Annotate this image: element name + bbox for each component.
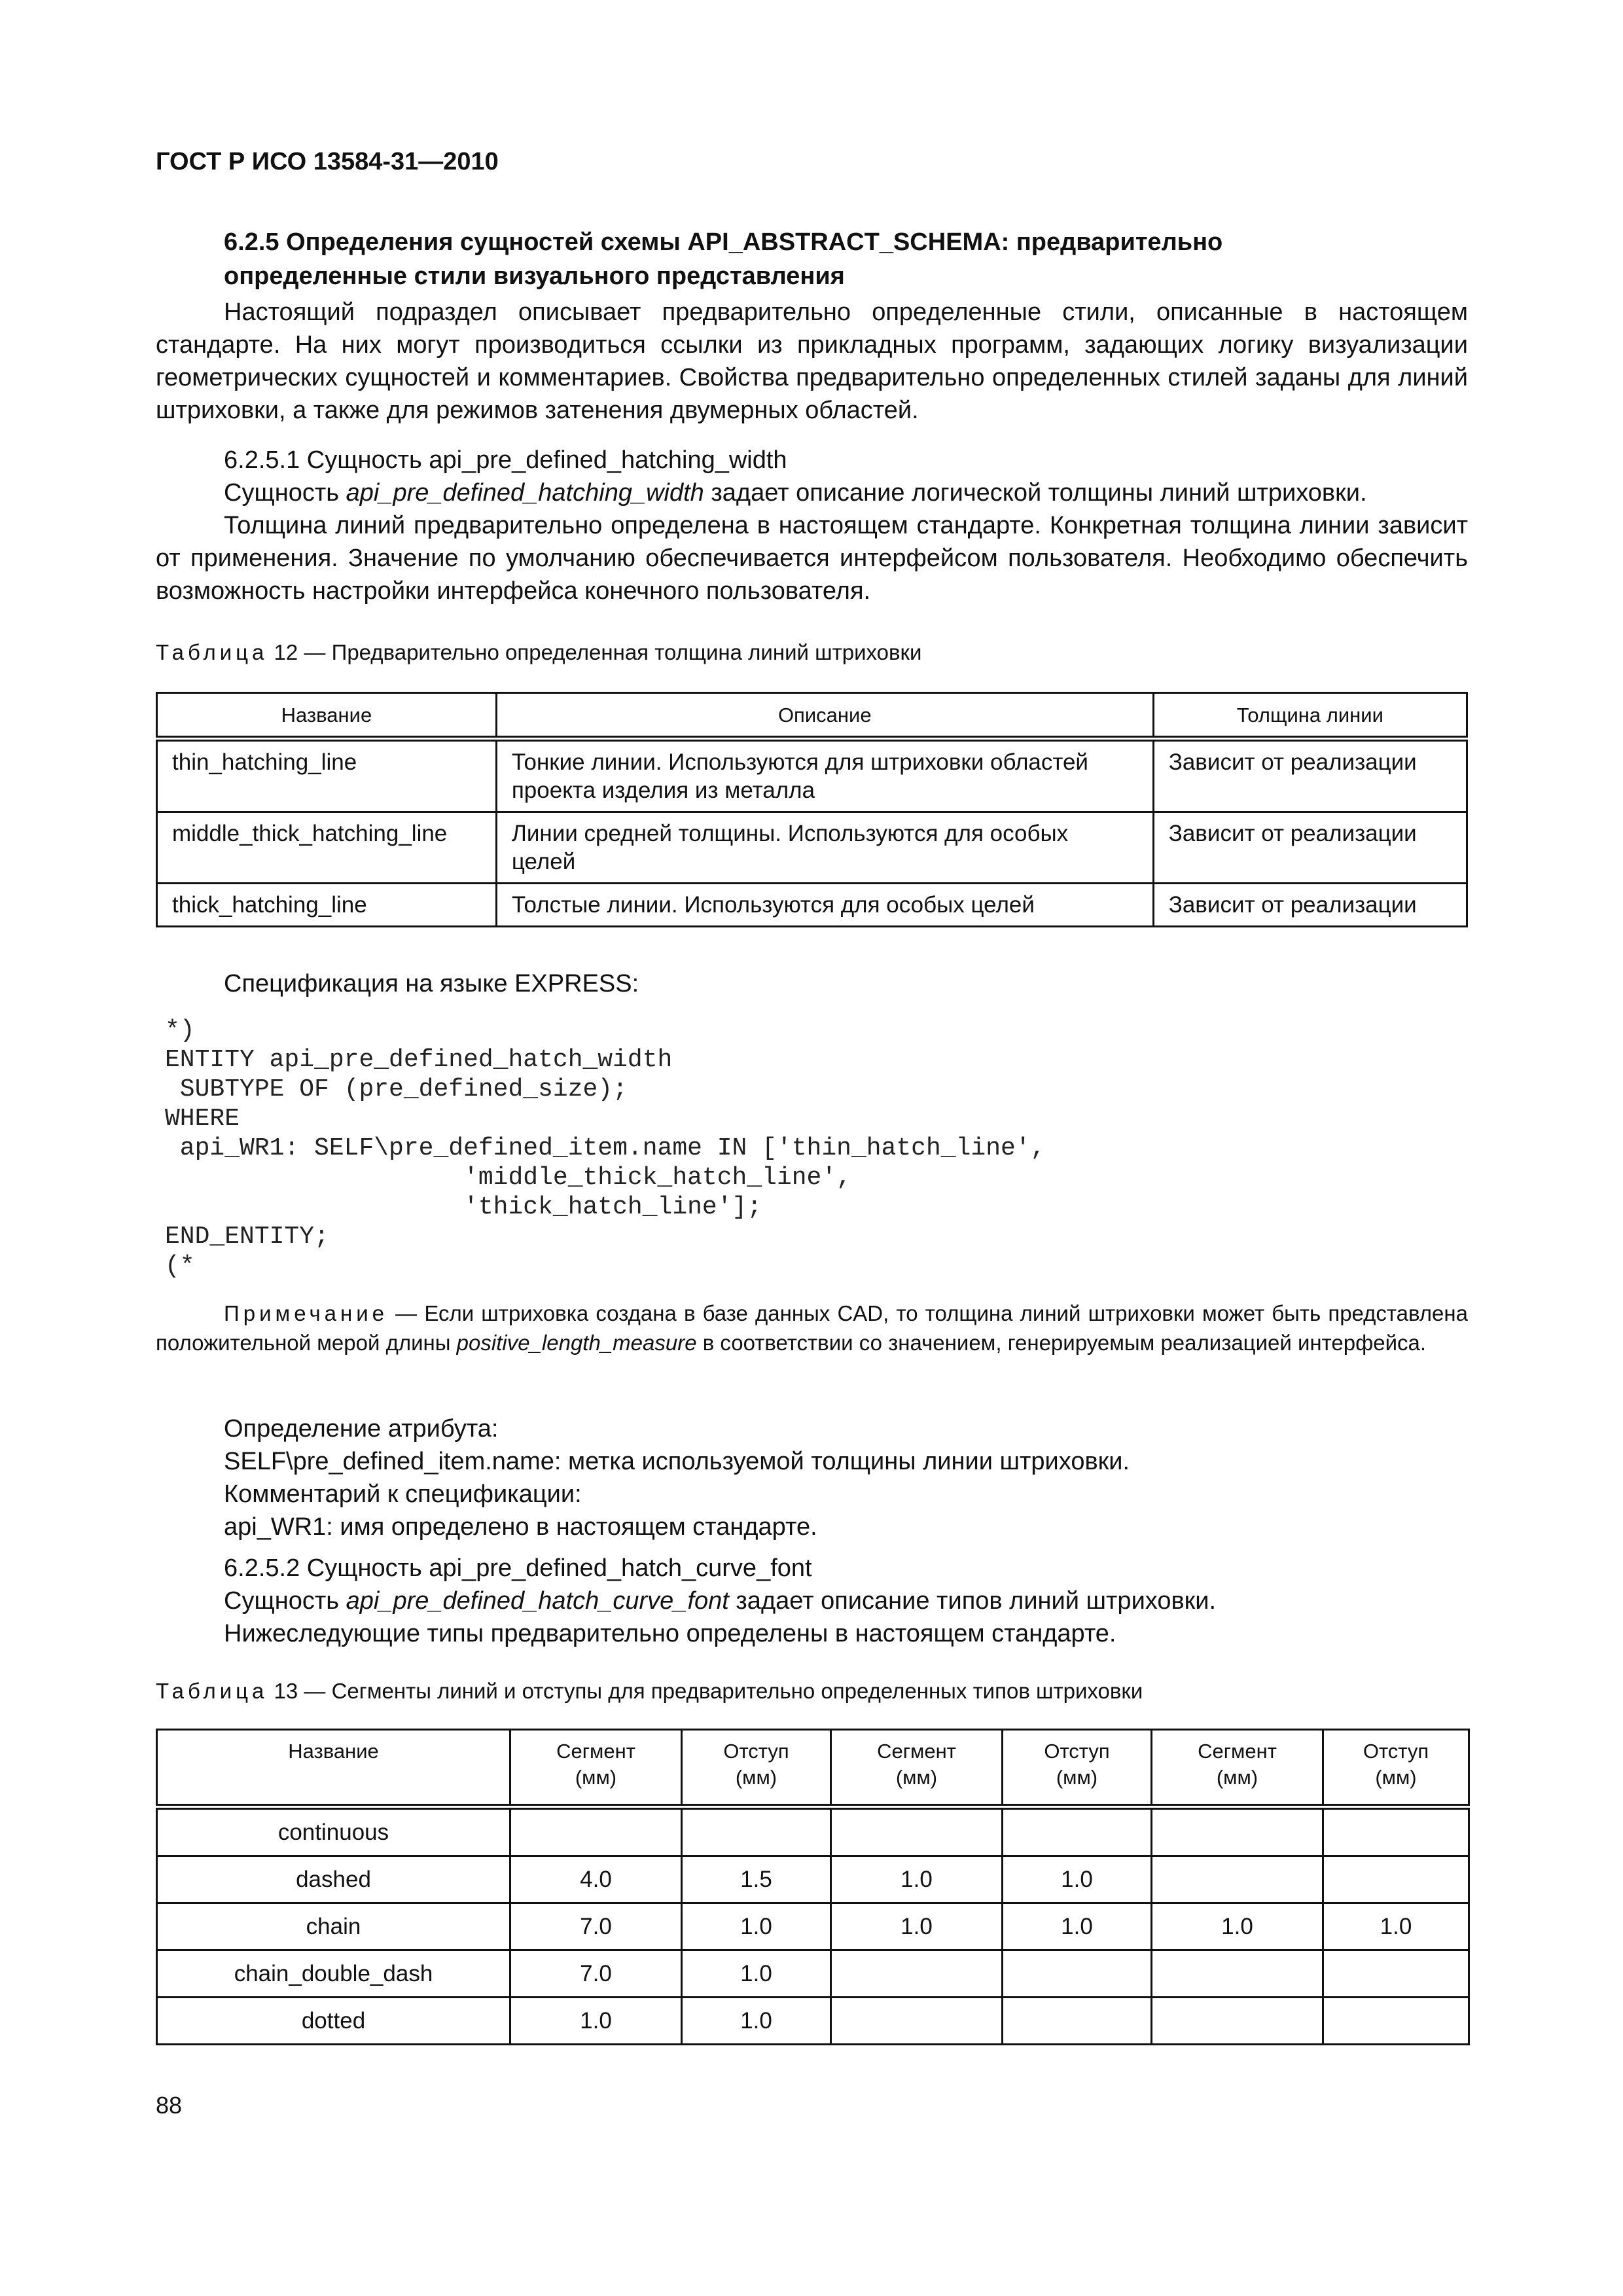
table-cell: Толстые линии. Используются для особых целей <box>496 884 1153 927</box>
subsection-2-title: 6.2.5.2 Сущность api_pre_defined_hatch_curve_font <box>224 1554 812 1582</box>
header-line: Сегмент <box>877 1740 956 1763</box>
entity-name: api_pre_defined_hatch_curve_font <box>346 1587 729 1615</box>
table-cell <box>1152 1807 1323 1856</box>
header-line: Отступ <box>1363 1740 1429 1763</box>
table-cell <box>1152 1856 1323 1903</box>
table-row <box>157 739 1467 812</box>
table-cell <box>831 1950 1003 1998</box>
spec-comment-text: api_WR1: имя определено в настоящем стандарте. <box>224 1513 817 1541</box>
table-13 <box>156 1729 1470 2045</box>
subsection-1-paragraph <box>156 509 1468 607</box>
table-cell: 1.0 <box>1323 1903 1469 1950</box>
subsection-2-paragraph: Нижеследующие типы предварительно определены в настоящем стандарте. <box>224 1620 1116 1647</box>
table-cell: 1.0 <box>682 1998 831 2045</box>
table-13-header-cell <box>831 1730 1003 1807</box>
table-cell <box>1323 1950 1469 1998</box>
table-row <box>157 1807 1469 1856</box>
table-cell: thick_hatching_line <box>157 884 497 927</box>
table-13-header-cell <box>157 1730 510 1807</box>
table-cell: dashed <box>157 1856 510 1903</box>
table-cell: 1.0 <box>1152 1903 1323 1950</box>
express-code: *) ENTITY api_pre_defined_hatch_width SUBTYPE OF (pre_defined_size); WHERE api_WR1: SELF\pre_defined_item.name IN ['thin_hatch_line', 'middle_thick_hatch_line', 'thick_hatch_line']; END_ENTITY; (* <box>165 1016 1046 1280</box>
header-unit: (мм) <box>1216 1766 1258 1789</box>
table-cell: 7.0 <box>510 1950 682 1998</box>
header-line: Сегмент <box>556 1740 635 1763</box>
table-cell <box>1152 1950 1323 1998</box>
table-13-header-cell <box>1152 1730 1323 1807</box>
table-row <box>157 1856 1469 1903</box>
section-title-line-2: определенные стили визуального представления <box>224 262 845 290</box>
note <box>156 1299 1468 1357</box>
table-12-caption-text: 12 — Предварительно определенная толщина линий штриховки <box>268 640 922 664</box>
note-text: — Если штриховка создана в базе данных CAD, то толщина линий штриховки может быть представлена положительной мерой длины <box>156 1301 1468 1355</box>
table-cell: 1.0 <box>1003 1856 1152 1903</box>
table-cell: dotted <box>157 1998 510 2045</box>
table-cell <box>510 1807 682 1856</box>
section-title-line-1: 6.2.5 Определения сущностей схемы API_ABSTRACT_SCHEMA: предварительно <box>224 228 1223 256</box>
table-13-caption-text: 13 — Сегменты линий и отступы для предварительно определенных типов штриховки <box>268 1679 1143 1703</box>
table-12-header-cell: Толщина линии <box>1153 693 1467 739</box>
header-unit: (мм) <box>1056 1766 1098 1789</box>
table-13-header-cell <box>1003 1730 1152 1807</box>
entity-name: api_pre_defined_hatching_width <box>346 479 704 507</box>
header-unit: (мм) <box>895 1766 938 1789</box>
table-13-caption <box>156 1679 1143 1704</box>
table-cell <box>1323 1856 1469 1903</box>
table-row <box>157 884 1467 927</box>
entity-suffix: задает описание типов линий штриховки. <box>728 1587 1217 1615</box>
table-cell: continuous <box>157 1807 510 1856</box>
header-unit: (мм) <box>735 1766 777 1789</box>
table-cell: 1.0 <box>831 1903 1003 1950</box>
header-line: Сегмент <box>1198 1740 1277 1763</box>
table-cell: 1.0 <box>1003 1903 1152 1950</box>
header-unit: (мм) <box>1375 1766 1417 1789</box>
subsection-1-title: 6.2.5.1 Сущность api_pre_defined_hatching_width <box>224 446 787 474</box>
table-cell: Зависит от реализации <box>1153 739 1467 812</box>
table-cell <box>1003 1950 1152 1998</box>
table-cell <box>1152 1998 1323 2045</box>
table-13-caption-word: Таблица <box>156 1679 268 1703</box>
table-cell: middle_thick_hatching_line <box>157 812 497 884</box>
page-number: 88 <box>156 2092 183 2119</box>
header-line: Название <box>288 1740 379 1763</box>
table-cell: Зависит от реализации <box>1153 884 1467 927</box>
header-line: Отступ <box>723 1740 789 1763</box>
attribute-definition-title: Определение атрибута: <box>224 1415 499 1443</box>
document-header: ГОСТ Р ИСО 13584-31—2010 <box>156 148 499 175</box>
attribute-definition-text: SELF\pre_defined_item.name: метка используемой толщины линии штриховки. <box>224 1448 1130 1475</box>
subsection-1-text: Толщина линий предварительно определена в настоящем стандарте. Конкретная толщина линии зависит от применения. Значение по умолчанию обеспечивается интерфейсом пользователя. Необходимо обеспечить возможность настройки интерфейса конечного пользователя. <box>156 512 1468 605</box>
table-cell: Линии средней толщины. Используются для особых целей <box>496 812 1153 884</box>
note-text: в соответствии со значением, генерируемым реализацией интерфейса. <box>696 1331 1427 1355</box>
section-title <box>224 225 1467 293</box>
table-cell <box>1003 1998 1152 2045</box>
entity-suffix: задает описание логической толщины линий штриховки. <box>704 479 1367 507</box>
table-cell <box>831 1807 1003 1856</box>
spec-comment-title: Комментарий к спецификации: <box>224 1480 582 1508</box>
header-unit: (мм) <box>575 1766 617 1789</box>
note-term: positive_length_measure <box>456 1331 697 1355</box>
table-cell: Зависит от реализации <box>1153 812 1467 884</box>
table-cell: 7.0 <box>510 1903 682 1950</box>
table-cell: thin_hatching_line <box>157 739 497 812</box>
table-cell: chain <box>157 1903 510 1950</box>
table-12 <box>156 692 1468 927</box>
entity-prefix: Сущность <box>224 1587 346 1615</box>
table-row <box>157 1998 1469 2045</box>
table-cell <box>1323 1998 1469 2045</box>
table-12-caption-word: Таблица <box>156 640 268 664</box>
table-13-header-cell <box>682 1730 831 1807</box>
table-cell: Тонкие линии. Используются для штриховки областей проекта изделия из металла <box>496 739 1153 812</box>
subsection-1-entity-line <box>224 476 1367 509</box>
table-cell <box>1323 1807 1469 1856</box>
table-13-header-row <box>157 1730 1469 1807</box>
table-13-header-cell <box>1323 1730 1469 1807</box>
table-row <box>157 1950 1469 1998</box>
table-cell <box>1003 1807 1152 1856</box>
table-cell: 1.0 <box>682 1903 831 1950</box>
header-line: Отступ <box>1044 1740 1110 1763</box>
table-12-header-cell: Название <box>157 693 497 739</box>
table-12-header-row <box>157 693 1467 739</box>
table-cell: 1.0 <box>510 1998 682 2045</box>
table-cell: chain_double_dash <box>157 1950 510 1998</box>
table-cell: 1.0 <box>831 1856 1003 1903</box>
subsection-2-entity-line <box>224 1585 1216 1617</box>
table-cell <box>682 1807 831 1856</box>
table-cell: 1.0 <box>682 1950 831 1998</box>
table-cell: 1.5 <box>682 1856 831 1903</box>
note-label: Примечание <box>224 1301 389 1325</box>
table-row <box>157 1903 1469 1950</box>
entity-prefix: Сущность <box>224 479 346 507</box>
table-row <box>157 812 1467 884</box>
express-label: Спецификация на языке EXPRESS: <box>224 970 639 997</box>
table-13-header-cell <box>510 1730 682 1807</box>
table-cell <box>831 1998 1003 2045</box>
table-12-caption <box>156 640 921 665</box>
table-cell: 4.0 <box>510 1856 682 1903</box>
intro-text: Настоящий подраздел описывает предварительно определенные стили, описанные в настоящем стандарте. На них могут производиться ссылки из прикладных программ, задающих логику визуализации геометрических сущностей и комментариев. Свойства предварительно определенных стилей заданы для линий штриховки, а также для режимов затенения двумерных областей. <box>156 298 1468 424</box>
table-12-header-cell: Описание <box>496 693 1153 739</box>
intro-paragraph <box>156 296 1468 427</box>
